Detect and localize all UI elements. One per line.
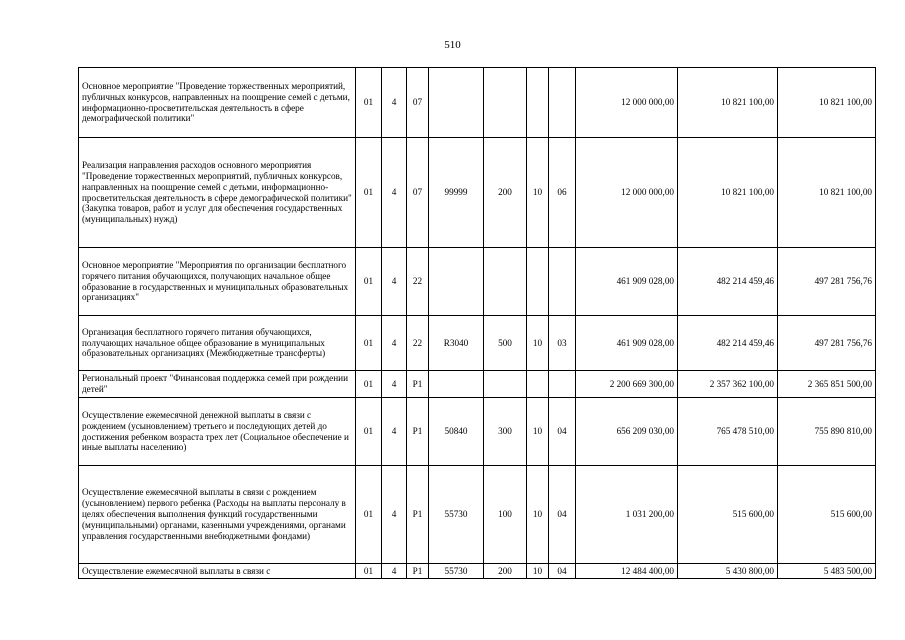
code-expense-type: 500 bbox=[484, 316, 527, 371]
code-subprogram: 4 bbox=[382, 398, 407, 466]
code-section bbox=[527, 248, 549, 316]
code-program: 01 bbox=[356, 68, 382, 138]
table-row bbox=[79, 564, 876, 579]
amount-year-3: 10 821 100,00 bbox=[778, 138, 876, 248]
amount-year-2: 515 600,00 bbox=[678, 466, 778, 564]
amount-year-1: 2 200 669 300,00 bbox=[576, 371, 678, 398]
code-event: 22 bbox=[407, 248, 429, 316]
code-section: 10 bbox=[527, 316, 549, 371]
row-name: Организация бесплатного горячего питания обучающихся, получающих начальное общее образование в муниципальных образовательных организациях (Межбюджетные трансферты) bbox=[79, 316, 356, 371]
table-row bbox=[79, 466, 876, 564]
code-section bbox=[527, 371, 549, 398]
code-subprogram: 4 bbox=[382, 371, 407, 398]
code-event: 07 bbox=[407, 138, 429, 248]
code-direction bbox=[429, 248, 484, 316]
code-section: 10 bbox=[527, 398, 549, 466]
code-subprogram: 4 bbox=[382, 466, 407, 564]
code-expense-type bbox=[484, 371, 527, 398]
page-number: 510 bbox=[444, 39, 461, 51]
code-section bbox=[527, 68, 549, 138]
amount-year-2: 5 430 800,00 bbox=[678, 564, 778, 579]
amount-year-1: 12 484 400,00 bbox=[576, 564, 678, 579]
amount-year-3: 515 600,00 bbox=[778, 466, 876, 564]
code-program: 01 bbox=[356, 564, 382, 579]
table-row bbox=[79, 68, 876, 138]
code-program: 01 bbox=[356, 138, 382, 248]
row-name: Основное мероприятие "Мероприятия по организации бесплатного горячего питания обучающихся, получающих начальное общее образование в государственных и муниципальных образовательных организациях" bbox=[79, 248, 356, 316]
code-expense-type: 100 bbox=[484, 466, 527, 564]
row-name: Осуществление ежемесячной денежной выплаты в связи с рождением (усыновлением) третьего и последующих детей до достижения ребенком возраста трех лет (Социальное обеспечение и иные выплаты населению) bbox=[79, 398, 356, 466]
table-row bbox=[79, 248, 876, 316]
amount-year-3: 10 821 100,00 bbox=[778, 68, 876, 138]
code-direction: R3040 bbox=[429, 316, 484, 371]
table-row bbox=[79, 398, 876, 466]
amount-year-1: 656 209 030,00 bbox=[576, 398, 678, 466]
amount-year-1: 461 909 028,00 bbox=[576, 248, 678, 316]
code-subprogram: 4 bbox=[382, 248, 407, 316]
code-subprogram: 4 bbox=[382, 68, 407, 138]
code-subsection bbox=[549, 68, 576, 138]
row-name: Реализация направления расходов основного мероприятия "Проведение торжественных мероприятий, публичных конкурсов, направленных на поощрение семей с детьми, информационно-просветительская деятельность в сфере демографической политики" (Закупка товаров, работ и услуг для обеспечения государственных (муниципальных) нужд) bbox=[79, 138, 356, 248]
amount-year-3: 497 281 756,76 bbox=[778, 316, 876, 371]
budget-table bbox=[78, 67, 876, 579]
table-row bbox=[79, 138, 876, 248]
amount-year-2: 2 357 362 100,00 bbox=[678, 371, 778, 398]
row-name: Основное мероприятие "Проведение торжественных мероприятий, публичных конкурсов, направленных на поощрение семей с детьми, информационно-просветительская деятельность в сфере демографической политики" bbox=[79, 68, 356, 138]
code-section: 10 bbox=[527, 138, 549, 248]
amount-year-2: 10 821 100,00 bbox=[678, 68, 778, 138]
row-name: Осуществление ежемесячной выплаты в связи с bbox=[79, 564, 356, 579]
amount-year-1: 12 000 000,00 bbox=[576, 138, 678, 248]
amount-year-3: 755 890 810,00 bbox=[778, 398, 876, 466]
code-section: 10 bbox=[527, 466, 549, 564]
amount-year-1: 1 031 200,00 bbox=[576, 466, 678, 564]
code-subprogram: 4 bbox=[382, 564, 407, 579]
code-section: 10 bbox=[527, 564, 549, 579]
code-subsection bbox=[549, 371, 576, 398]
code-event: P1 bbox=[407, 371, 429, 398]
row-name: Региональный проект "Финансовая поддержка семей при рождении детей" bbox=[79, 371, 356, 398]
code-subsection: 04 bbox=[549, 466, 576, 564]
code-subprogram: 4 bbox=[382, 138, 407, 248]
code-event: 22 bbox=[407, 316, 429, 371]
code-expense-type: 300 bbox=[484, 398, 527, 466]
code-subsection: 04 bbox=[549, 564, 576, 579]
code-event: P1 bbox=[407, 398, 429, 466]
code-direction: 99999 bbox=[429, 138, 484, 248]
code-expense-type: 200 bbox=[484, 564, 527, 579]
code-expense-type: 200 bbox=[484, 138, 527, 248]
row-name: Осуществление ежемесячной выплаты в связи с рождением (усыновлением) первого ребенка (Расходы на выплаты персоналу в целях обеспечения выполнения функций государственными (муниципальными) органами, казенными учреждениями, органами управления государственными внебюджетными фондами) bbox=[79, 466, 356, 564]
code-program: 01 bbox=[356, 466, 382, 564]
code-program: 01 bbox=[356, 371, 382, 398]
code-expense-type bbox=[484, 248, 527, 316]
table-row bbox=[79, 316, 876, 371]
code-direction bbox=[429, 371, 484, 398]
amount-year-2: 10 821 100,00 bbox=[678, 138, 778, 248]
amount-year-2: 765 478 510,00 bbox=[678, 398, 778, 466]
code-program: 01 bbox=[356, 248, 382, 316]
amount-year-3: 5 483 500,00 bbox=[778, 564, 876, 579]
amount-year-3: 497 281 756,76 bbox=[778, 248, 876, 316]
code-program: 01 bbox=[356, 316, 382, 371]
code-subsection: 03 bbox=[549, 316, 576, 371]
amount-year-1: 461 909 028,00 bbox=[576, 316, 678, 371]
code-direction: 55730 bbox=[429, 466, 484, 564]
code-event: P1 bbox=[407, 564, 429, 579]
code-subprogram: 4 bbox=[382, 316, 407, 371]
code-direction: 50840 bbox=[429, 398, 484, 466]
code-subsection bbox=[549, 248, 576, 316]
code-expense-type bbox=[484, 68, 527, 138]
code-event: P1 bbox=[407, 466, 429, 564]
code-direction: 55730 bbox=[429, 564, 484, 579]
code-event: 07 bbox=[407, 68, 429, 138]
table-row bbox=[79, 371, 876, 398]
amount-year-2: 482 214 459,46 bbox=[678, 316, 778, 371]
amount-year-2: 482 214 459,46 bbox=[678, 248, 778, 316]
amount-year-1: 12 000 000,00 bbox=[576, 68, 678, 138]
code-program: 01 bbox=[356, 398, 382, 466]
amount-year-3: 2 365 851 500,00 bbox=[778, 371, 876, 398]
code-direction bbox=[429, 68, 484, 138]
code-subsection: 06 bbox=[549, 138, 576, 248]
code-subsection: 04 bbox=[549, 398, 576, 466]
